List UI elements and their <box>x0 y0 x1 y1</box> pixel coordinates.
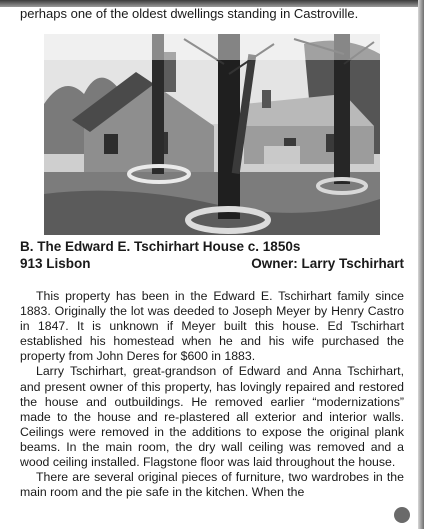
house-photo <box>44 34 380 235</box>
photo-glare <box>44 34 380 60</box>
article-body <box>20 289 404 500</box>
house-title: B. The Edward E. Tschirhart House c. 1850s <box>20 239 301 254</box>
intro-text: perhaps one of the oldest dwellings standing in Castroville. <box>20 6 359 21</box>
paragraph: This property has been in the Edward E. Tschirhart family since 1883. Originally the lot was deeded to Joseph Meyer by Henry Castro in 1847. It is unknown if Meyer built this house. Ed Tschirhart established his homestead when he and his wife purchased the property from John Deres for $600 in 1883. <box>20 289 404 364</box>
page-indicator-dot <box>394 507 410 523</box>
house-owner: Owner: Larry Tschirhart <box>251 256 404 271</box>
paragraph: Larry Tschirhart, great-grandson of Edward and Anna Tschirhart, and present owner of this property, has lovingly repaired and restored the house and outbuildings. He removed earlier “modernizations” made to the house and re-plastered all exterior and interior walls. Ceilings were removed in the additions to expose the original plank beams. In the main room, the dry wall ceiling was removed and a wood ceiling installed. Flagstone floor was laid throughout the house. <box>20 364 404 470</box>
right-edge-bar <box>418 0 424 529</box>
section-heading <box>20 238 404 272</box>
house-address: 913 Lisbon <box>20 256 91 271</box>
paragraph: There are several original pieces of furniture, two wardrobes in the main room and the pie safe in the kitchen. When the <box>20 470 404 500</box>
